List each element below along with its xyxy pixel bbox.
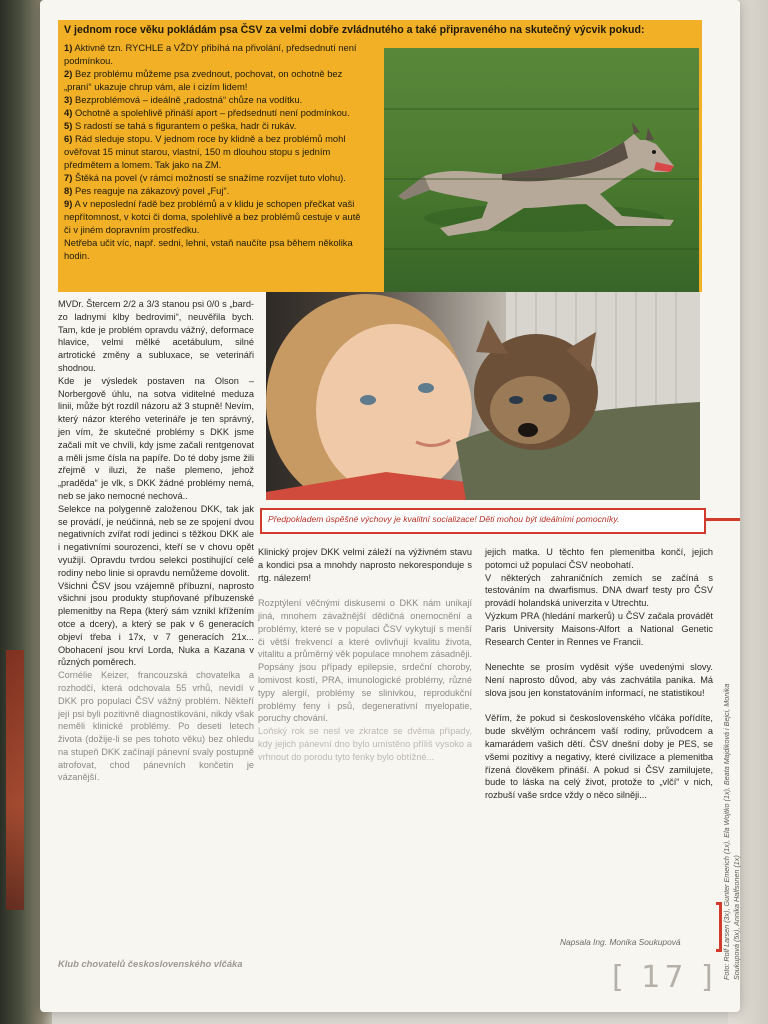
list-item: 4) Ochotně a spolehlivě přináší aport – předsednutí není podmínkou. bbox=[64, 107, 350, 118]
author-signature: Napsala Ing. Monika Soukupová bbox=[560, 937, 681, 947]
text-column-1 bbox=[58, 298, 254, 784]
running-wolfdog-photo bbox=[384, 48, 699, 306]
list-item: 7) Štěká na povel (v rámci možností se snažíme rozvíjet tuto vlohu). bbox=[64, 172, 346, 183]
list-item: 2) Bez problému můžeme psa zvednout, pochovat, on ochotně bez „praní“ ukazuje chrup vám, ale i cizím lidem! bbox=[64, 68, 343, 92]
list-note: Netřeba učit víc, např. sedni, lehni, vstaň naučíte psa během několika hodin. bbox=[64, 237, 353, 261]
paragraph: Kde je výsledek postaven na Olson – Norbergově úhlu, na sotva viditelné meduza linii, může být rozdíl názoru až 3 stupně! Nevím, který názor kterého veterináře je ten správný, jen vím, že skutečné problémy s DKK jsme začali mít ve chvíli, kdy jsme začali rentgenovat a měli jsme čísla na papíře. Do té doby jsme žili zřejmě v iluzi, že naše plemeno, jehož „praděda“ je vlk, s DKK žádné problémy nemá, neb se jako nemocné nechová.. bbox=[58, 375, 254, 501]
list-item: 8) Pes reaguje na zákazový povel „Fuj“. bbox=[64, 185, 230, 196]
caption-rule bbox=[704, 518, 740, 521]
paragraph: Všichni ČSV jsou vzájemně příbuzní, naprosto všichni jsou produkty stupňované příbuzenské plemenitby na Repa (který sám vznikl křížením otce a dcery), a který se pak v 6 generacích objeví třeba i 17x, v 7 generacích 21x... Obohacení jsou krví Lorda, Nuka a Kazana v různých poměrech. bbox=[58, 580, 254, 668]
photo-caption: Předpokladem úspěšné výchovy je kvalitní socializace! Děti mohou být ideálními pomocníky. bbox=[260, 508, 706, 534]
adjacent-page-edge bbox=[6, 650, 24, 910]
text-column-3 bbox=[485, 546, 713, 802]
paragraph: Výzkum PRA (hledání markerů) u ČSV začala provádět Paris University Maisons-Alfort a National Genetic Research Center in Rennes ve Francii. bbox=[485, 610, 713, 647]
paragraph: Cornélie Keizer, francouzská chovatelka a rozhodčí, která odchovala 55 vrhů, nevidí v DKK pro populaci ČSV vážný problém. Někteří její psi byli pozitivně diagnostikováni, nikdy však neměli klinické problémy. Po deseti letech života (dožije-li se pes tohoto věku) bez ohledu na stupeň DKK začínají pánevní svaly postupně atrofovat, chod pánevních končetin je vázanější. bbox=[58, 670, 254, 783]
highlight-box bbox=[58, 20, 702, 292]
child-with-puppy-photo bbox=[266, 292, 700, 500]
list-item: 1) Aktivně tzn. RYCHLE a VŽDY přibíhá na přivolání, předsednutí není podmínkou. bbox=[64, 42, 357, 66]
paragraph: Nenechte se prosím vyděsit výše uvedenými slovy. Není naprosto důvod, aby vás zachvátila panika. Má slova jsou jen konstatováním informací, ne statistikou! bbox=[485, 662, 713, 698]
photo-credits: Foto: Rolf Larsen (3x), Gunter Emerich (1x), Ela Wojtko (1x), Beata Majdiková i Bejci, Monika Soukupová (5x), Annika Halfsonen (1x) bbox=[722, 683, 741, 980]
paragraph: jejich matka. U těchto fen plemenitba končí, jejich potomci už populaci ČSV neobohatí. bbox=[485, 547, 713, 570]
paragraph: Věřím, že pokud si československého vlčáka pořídíte, bude skvělým ochráncem vaší rodiny, průvodcem a kamarádem vašich dětí. ČSV dnešní doby je PES, se všemi pozitivy a negativy, které civilizace a plemenitba řízená člověkem přináší. A pokud si ČSV zamilujete, bude to láska na celý život, protože to „vlčí“ v nich, rozbuší vaše srdce vždy o něco silněji... bbox=[485, 713, 713, 801]
paragraph: Rozptýlení věčnými diskusemi o DKK nám unikají jiná, mnohem závažnější dědičná onemocnění a problémy, které se v populaci ČSV vykytují s menší či větší frekvencí a které ovlivňují kvalitu života, vitalitu a průměrný věk populace mnohem zásadněji. Popsány jsou případy epilepsie, srdeční choroby, lomivost kostí, PRA, imunologické problémy, různé typy alergií, problémy se slinivkou, reprodukční problémy feny i psů, degenerativní myelopatie, poruchy chování. bbox=[258, 598, 472, 724]
text-column-2 bbox=[258, 546, 472, 764]
child-puppy-illustration bbox=[266, 292, 700, 500]
paragraph: Selekce na polygenně založenou DKK, tak jak se provádí, je neúčinná, neb se ze spojení dvou negativních zvířat rodí jedinci s těžkou DKK ale i negativními sourozenci, kteří se v chovu opět využijí. Opravdu tvrdou selekci postihující celé rodiny nebo linie si opravdu nemůžeme dovolit. bbox=[58, 503, 254, 578]
list-item: 6) Rád sleduje stopu. V jednom roce by klidně a bez problémů mohl ověřovat 15 minut starou, vlastní, 150 m dlouhou stopu s jedním předmětem a lomem. Tak jako na ZM. bbox=[64, 133, 346, 170]
paragraph: Loňský rok se nesl ve zkratce se dvěma případy, kdy jejich pánevní dno bylo umístěno příliš vysoko a vrhnout do porodu tyto fenky bylo obtížné... bbox=[258, 726, 472, 762]
footer-club-name: Klub chovatelů československého vlčáka bbox=[58, 958, 243, 969]
page-number: [ 17 ] bbox=[612, 960, 717, 995]
list-item: 5) S radostí se tahá s figurantem o peška, hadr či rukáv. bbox=[64, 120, 297, 131]
list-item: 9) A v neposlední řadě bez problémů a v klidu je schopen přečkat vaši nepřítomnost, v kotci či doma, spolehlivě a bez problémů cestuje v autě či v jiném dopravním prostředku. bbox=[64, 198, 361, 235]
list-item: 3) Bezproblémová – ideálně „radostná“ chůze na vodítku. bbox=[64, 94, 303, 105]
paragraph: Klinický projev DKK velmi záleží na výživném stavu a kondici psa a mnohdy naprosto nekoresponduje s rtg. nálezem! bbox=[258, 547, 472, 583]
wolfdog-icon bbox=[384, 48, 699, 306]
criteria-list bbox=[64, 41, 364, 262]
paragraph: V některých zahraničních zemích se začíná s testováním na dwarfismus. DNA dwarf testy pro ČSV provádí holandská univerzita v Utrechtu. bbox=[485, 572, 713, 609]
paragraph: MVDr. Štercem 2/2 a 3/3 stanou psi 0/0 s „bard-zo ladnymi klby bedrovimi“, neuvěřila bych. Tam, kde je problém opravdu vážný, deformace hlavice, velmi mělké acetábulum, silné artrotické změny a subluxace, se veterináři shodnou. bbox=[58, 299, 254, 373]
box-heading: V jednom roce věku pokládám psa ČSV za velmi dobře zvládnutého a také připraveného na skutečný výcvik pokud: bbox=[64, 24, 645, 36]
magazine-page bbox=[40, 0, 740, 1012]
